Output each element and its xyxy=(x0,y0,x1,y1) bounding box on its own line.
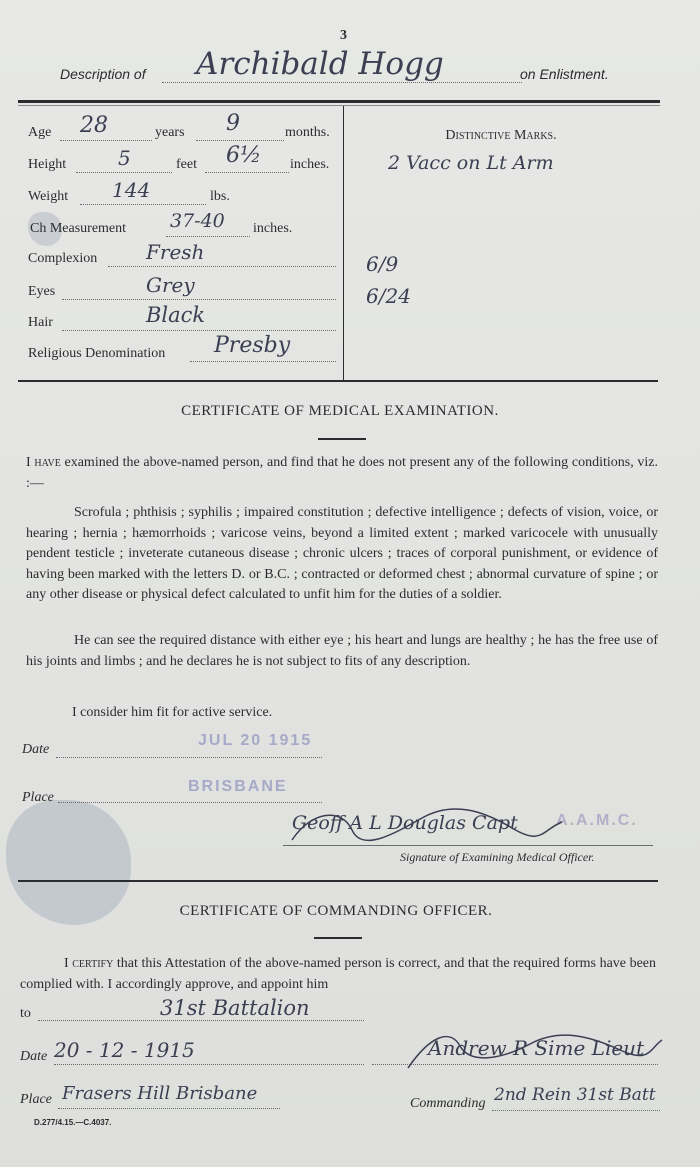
commanding-date-label: Date xyxy=(20,1049,48,1064)
weight-value: 144 xyxy=(112,178,151,202)
age-years-label: years xyxy=(155,125,185,140)
complexion-line xyxy=(108,266,336,267)
name-field-line xyxy=(162,82,522,83)
enlistee-name: Archibald Hogg xyxy=(196,46,444,82)
medical-intro-rest: examined the above-named person, and find that he does not present any of the following conditions, viz. :— xyxy=(26,455,658,491)
commanding-unit-line xyxy=(492,1110,660,1111)
medical-officer-signature: Geoff A L Douglas Capt xyxy=(292,812,518,834)
religion-value: Presby xyxy=(214,333,291,358)
age-years-line xyxy=(60,140,152,141)
medical-place-stamp: BRISBANE xyxy=(188,778,288,795)
medical-intro xyxy=(26,453,658,494)
complexion-value: Fresh xyxy=(146,240,205,264)
hair-line xyxy=(62,330,336,331)
commanding-certificate-heading: CERTIFICATE OF COMMANDING OFFICER. xyxy=(179,903,493,919)
appoint-to-value: 31st Battalion xyxy=(160,996,310,1020)
hair-label: Hair xyxy=(28,315,53,330)
section-separator-rule xyxy=(18,880,658,882)
weight-unit: lbs. xyxy=(210,189,230,204)
age-years-value: 28 xyxy=(80,113,108,138)
commanding-text-rest: that this Attestation of the above-named person is correct, and that the required forms have been complied with. I accordingly approve, and appoint him xyxy=(20,956,657,992)
medical-date-stamp: JUL 20 1915 xyxy=(198,732,313,749)
header-suffix: on Enlistment. xyxy=(520,66,609,82)
height-inches-label: inches. xyxy=(290,157,330,172)
vision-reading-2: 6/24 xyxy=(366,284,411,308)
medical-signature-caption: Signature of Examining Medical Officer. xyxy=(400,850,595,864)
vision-reading-1: 6/9 xyxy=(366,252,399,276)
religion-line xyxy=(190,361,336,362)
height-feet-line xyxy=(76,172,172,173)
commanding-unit-value: 2nd Rein 31st Batt xyxy=(494,1085,656,1105)
distinctive-marks-entry: 2 Vacc on Lt Arm xyxy=(388,152,554,174)
form-code: D.277/4.15.—C.4037. xyxy=(34,1118,112,1127)
age-months-value: 9 xyxy=(226,111,240,136)
top-rule-thin xyxy=(18,105,660,106)
medical-intro-lead: I have xyxy=(26,455,61,470)
commanding-heading-rule xyxy=(314,937,362,939)
medical-certificate-heading: CERTIFICATE OF MEDICAL EXAMINATION. xyxy=(181,403,499,419)
header-prefix: Description of xyxy=(60,66,146,82)
medical-date-label: Date xyxy=(22,742,50,757)
medical-signature-line xyxy=(283,845,653,846)
religion-label: Religious Denomination xyxy=(28,346,166,361)
height-label: Height xyxy=(28,157,67,172)
weight-label: Weight xyxy=(28,189,69,204)
height-inches-line xyxy=(205,172,289,173)
medical-fitness: He can see the required distance with either eye ; his heart and lungs are healthy ; he has the free use of his joints and limbs ; and he declares he is not subject to fits of any description. xyxy=(26,633,658,669)
medical-heading-rule xyxy=(318,438,366,440)
medical-date-line xyxy=(56,757,322,758)
page-number: 3 xyxy=(340,28,347,43)
commanding-officer-signature: Andrew R Sime Lieut xyxy=(428,1036,645,1060)
age-months-line xyxy=(196,140,284,141)
column-divider xyxy=(343,106,344,381)
complexion-label: Complexion xyxy=(28,251,98,266)
age-label: Age xyxy=(28,125,52,140)
commanding-signature-line xyxy=(372,1064,658,1065)
age-months-label: months. xyxy=(285,125,330,140)
appoint-to-label: to xyxy=(20,1006,31,1021)
commanding-place-value: Frasers Hill Brisbane xyxy=(62,1083,258,1104)
chest-unit: inches. xyxy=(253,221,293,236)
hair-value: Black xyxy=(146,303,206,327)
appoint-to-line xyxy=(38,1020,364,1021)
medical-place-label: Place xyxy=(22,790,54,805)
commanding-date-value: 20 - 12 - 1915 xyxy=(54,1038,195,1062)
commanding-place-label: Place xyxy=(20,1092,52,1107)
height-inches-value: 6½ xyxy=(226,143,262,168)
eyes-line xyxy=(62,299,336,300)
chest-line xyxy=(166,236,250,237)
commanding-text xyxy=(20,954,656,995)
eyes-value: Grey xyxy=(146,273,195,297)
eyes-label: Eyes xyxy=(28,284,56,299)
height-feet-label: feet xyxy=(176,157,197,172)
commanding-text-lead: I certify xyxy=(64,956,114,971)
medical-conditions: Scrofula ; phthisis ; syphilis ; impaired constitution ; defective intelligence ; defects of vision, voice, or hearing ; hernia ; hæmorrhoids ; varicose veins, beyond a limited extent ; marked varicocele with unusually pendent testicle ; inveterate cutaneous disease ; chronic ulcers ; traces of corporal punishment, or evidence of having been marked with the letters D. or B.C. ; contracted or deformed chest ; abnormal curvature of spine ; or any other disease or physical defect calculated to unfit him for the duties of a soldier. xyxy=(26,505,658,602)
commanding-unit-label: Commanding xyxy=(410,1096,486,1111)
commanding-date-line xyxy=(54,1064,364,1065)
description-bottom-rule xyxy=(18,380,658,382)
weight-line xyxy=(80,204,206,205)
height-feet-value: 5 xyxy=(118,146,131,170)
chest-value: 37-40 xyxy=(170,210,225,232)
commanding-place-line xyxy=(58,1108,280,1109)
distinctive-marks-heading: Distinctive Marks. xyxy=(445,128,557,143)
chest-label: Ch Measurement xyxy=(30,221,127,236)
top-rule xyxy=(18,100,660,103)
unit-stamp: A.A.M.C. xyxy=(556,812,638,829)
medical-conclusion: I consider him fit for active service. xyxy=(72,705,273,720)
